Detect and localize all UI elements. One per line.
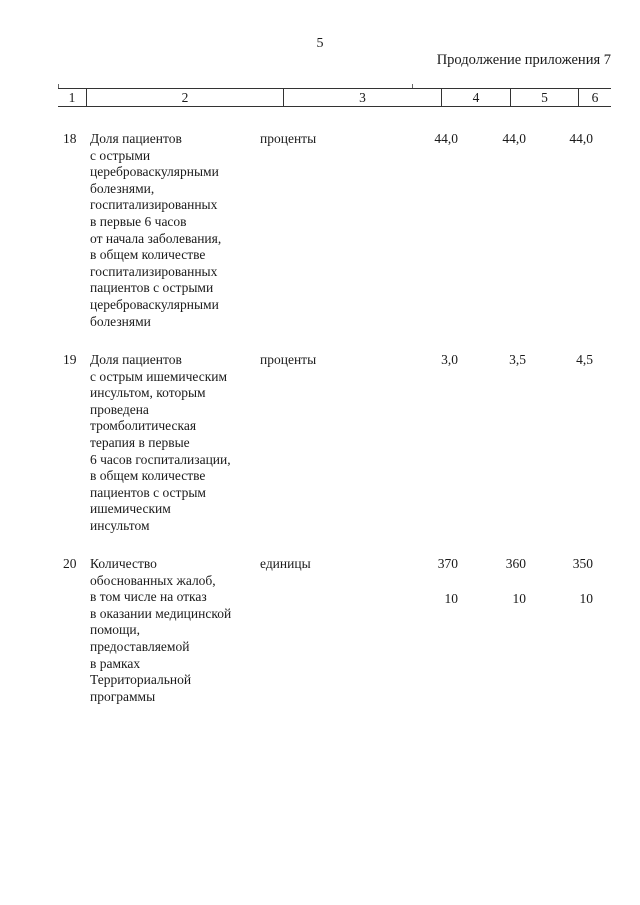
unit-of-measure: проценты bbox=[260, 352, 317, 367]
value-col-5: 3,5 bbox=[509, 352, 526, 367]
column-header-5: 5 bbox=[510, 89, 578, 106]
unit-of-measure: проценты bbox=[260, 131, 317, 146]
value-col-6-refusals: 10 bbox=[579, 591, 593, 606]
value-col-6: 4,5 bbox=[576, 352, 593, 367]
table-header bbox=[58, 88, 611, 107]
value-col-4: 44,0 bbox=[434, 131, 458, 146]
continuation-title: Продолжение приложения 7 bbox=[436, 52, 611, 68]
indicator-description: Количество обоснованных жалоб, в том числе на отказ в оказании медицинской помощи, предоставляемой в рамках Территориальной программы bbox=[90, 556, 232, 704]
column-header-6: 6 bbox=[578, 89, 611, 106]
value-col-6: 350 bbox=[572, 556, 593, 571]
value-col-5-refusals: 10 bbox=[512, 591, 526, 606]
value-col-5: 360 bbox=[505, 556, 526, 571]
row-number: 20 bbox=[63, 556, 77, 571]
value-col-4: 3,0 bbox=[441, 352, 458, 367]
row-number: 19 bbox=[63, 352, 77, 367]
column-header-3: 3 bbox=[283, 89, 441, 106]
page-number: 5 bbox=[316, 36, 324, 51]
row-number: 18 bbox=[63, 131, 77, 146]
value-col-5: 44,0 bbox=[502, 131, 526, 146]
value-col-4: 370 bbox=[437, 556, 458, 571]
column-header-4: 4 bbox=[441, 89, 510, 106]
column-header-1: 1 bbox=[68, 90, 76, 105]
indicator-description: Доля пациентов с острым ишемическим инсультом, которым проведена тромболитическая терапия в первые 6 часов госпитализации, в общем количестве пациентов с острым ишемическим инсультом bbox=[90, 352, 231, 533]
unit-of-measure: единицы bbox=[260, 556, 311, 571]
value-col-6: 44,0 bbox=[569, 131, 593, 146]
indicator-description: Доля пациентов с острыми цереброваскулярными болезнями, госпитализированных в первые 6 часов от начала заболевания, в общем количестве госпитализированных пациентов с острыми цереброваскулярными болезнями bbox=[90, 131, 222, 329]
value-col-4-refusals: 10 bbox=[444, 591, 458, 606]
column-header-2: 2 bbox=[86, 89, 283, 106]
